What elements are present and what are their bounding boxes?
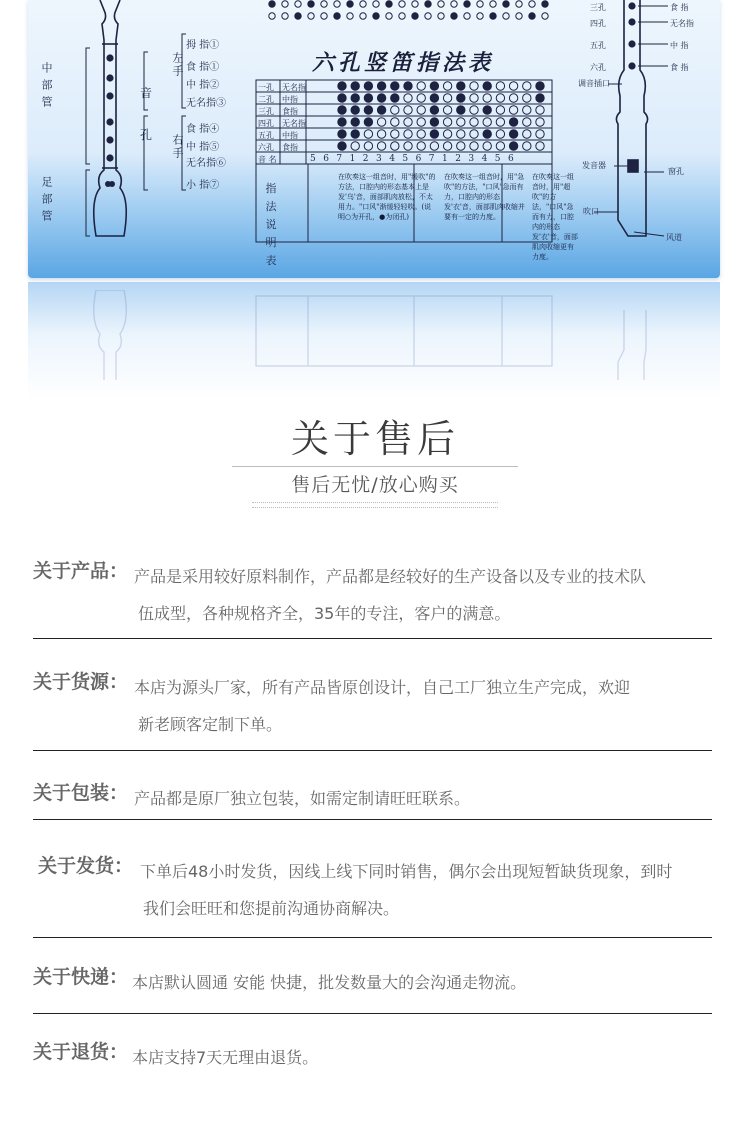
item-product-line2: 伍成型，各种规格齐全，35年的专注，客户的满意。 [138,604,511,623]
item-source-line2: 新老顾客定制下单。 [138,715,283,734]
row-label-6: 六孔 [258,143,274,152]
right-label-mouthpiece: 吹口 [583,207,599,216]
item-returns-key: 关于退货： [33,1041,129,1063]
open-hole [536,106,544,114]
note-name: 1 [349,154,356,164]
open-hole [391,142,399,150]
item-product-key: 关于产品： [33,560,129,582]
strip-dot [269,13,275,19]
closed-hole [536,94,544,102]
strip-dot [321,13,327,19]
open-hole [404,106,412,114]
strip-dot [347,13,353,19]
open-hole [523,106,531,114]
closed-hole [377,106,385,114]
strip-dot [542,13,548,19]
label-left-hand: 左手 [171,52,184,78]
item-product-line1: 产品是采用较好原料制作，产品都是经较好的生产设备以及专业的技术队 [134,567,647,586]
open-hole [377,130,385,138]
open-hole [536,142,544,150]
open-hole [404,142,412,150]
strip-dot [386,13,392,19]
right-label-windway: 风道 [666,233,682,242]
closed-hole [391,94,399,102]
open-hole [496,130,504,138]
row-finger-6: 食指 [282,143,298,152]
note-name: 6 [415,154,422,164]
label-right-hand: 右手 [171,134,184,160]
label-yin: 音 [140,86,153,100]
open-hole [377,142,385,150]
strip-dot [373,1,379,7]
strip-dot [451,1,457,7]
note-name: 2 [455,154,461,164]
strip-dot [308,13,314,19]
closed-hole [338,106,346,114]
divider [33,750,712,751]
note-name: 1 [442,154,448,164]
item-courier-line1: 本店默认圆通 安能 快捷，批发数量大的会沟通走物流。 [132,973,527,992]
closed-hole [483,82,491,90]
finger-right-2: 中 指⑤ [186,142,220,153]
divider [33,1013,712,1014]
open-hole [536,118,544,126]
strip-dot [425,13,431,19]
open-hole [443,82,451,90]
strip-dot [516,13,522,19]
closed-hole [364,106,372,114]
divider [33,638,712,639]
strip-dot [373,13,379,19]
open-hole [496,94,504,102]
row-label-1: 一孔 [258,83,274,92]
open-hole [470,82,478,90]
open-hole [483,118,491,126]
open-hole [364,130,372,138]
closed-hole [509,118,517,126]
strip-dot [477,13,483,19]
item-source-key: 关于货源： [33,671,129,693]
note-name: 3 [376,154,382,164]
left-recorder-drawing [94,0,127,236]
right-label-3: 三孔 [590,3,606,12]
right-label-tuning: 调音插口 [578,79,610,88]
strip-dot [503,13,509,19]
closed-hole [364,94,372,102]
open-hole [470,118,478,126]
strip-dot [295,13,301,19]
open-hole [496,82,504,90]
section-title: 关于售后 [290,417,459,461]
right-label-4: 四孔 [590,19,606,28]
open-hole [391,130,399,138]
open-hole [496,106,504,114]
strip-dot [425,1,431,7]
open-hole [417,106,425,114]
strip-dot [282,1,288,7]
title-rule [232,466,518,467]
open-hole [404,130,412,138]
closed-hole [351,94,359,102]
note-name: 2 [362,154,369,164]
finger-left-4: 无名指③ [186,98,226,109]
divider [33,819,712,820]
finger-right-1: 食 指④ [186,124,220,135]
item-packaging-key: 关于包装： [33,782,129,804]
strip-dot [477,1,483,7]
finger-left-3: 中 指② [186,80,220,91]
closed-hole [391,82,399,90]
fingering-chart-banner [0,0,750,400]
closed-hole [338,130,346,138]
strip-dot [412,1,418,7]
strip-dot [308,1,314,7]
strip-dot [347,1,353,7]
item-shipping-key: 关于发货： [38,855,134,877]
note-name: 3 [468,154,475,164]
row-label-7: 音 名 [258,155,277,164]
open-hole [536,130,544,138]
label-middle-tube: 中部管 [40,62,53,113]
finger-left-2: 食 指① [186,62,220,73]
strip-dot [386,1,392,7]
strip-dot [464,13,470,19]
chart-title: 六孔竖笛指法表 [312,50,495,76]
open-hole [417,94,425,102]
item-shipping-line1: 下单后48小时发货，因线上线下同时销售，偶尔会出现短暂缺货现象，到时 [140,862,673,881]
finger-right-3: 无名指⑥ [186,158,226,169]
open-hole [470,142,478,150]
note-name: 4 [389,154,395,164]
fingering-chart-graphic [28,0,720,278]
closed-hole [351,82,359,90]
open-hole [457,142,465,150]
strip-dot [360,1,366,7]
strip-dot [282,13,288,19]
open-hole [496,118,504,126]
open-hole [483,94,491,102]
open-hole [523,142,531,150]
strip-dot [295,1,301,7]
right-label-5: 五孔 [590,41,606,50]
open-hole [404,118,412,126]
reflection-graphic [28,290,720,380]
closed-hole [338,94,346,102]
right-finger-1: 食 指 [670,3,689,12]
strip-dot [399,1,405,7]
strip-dot [464,1,470,7]
closed-hole [509,142,517,150]
closed-hole [483,106,491,114]
open-hole [496,142,504,150]
closed-hole [457,94,465,102]
closed-hole [457,82,465,90]
closed-hole [338,82,346,90]
section-subtitle: 售后无忧/放心购买 [291,474,459,496]
closed-hole [430,130,438,138]
left-recorder-holes [105,54,115,187]
open-hole [443,130,451,138]
strip-dot [516,1,522,7]
strip-dot [334,13,340,19]
open-hole [391,106,399,114]
closed-hole [430,94,438,102]
open-hole [417,130,425,138]
right-label-window: 窗孔 [668,167,684,176]
open-hole [509,82,517,90]
open-hole [483,142,491,150]
note-name: 6 [323,154,329,164]
right-finger-2: 无名指 [670,19,694,28]
note-3: 在吹奏这一组音时，用"超吹"的方法，"口风"急而有力，口腔内的形态发'衣'音，面部肌肉收缩更有力度。 [532,173,578,261]
item-packaging-line1: 产品都是原厂独立包装，如需定制请旺旺联系。 [134,789,471,808]
note-name: 6 [508,154,514,164]
open-hole [377,118,385,126]
closed-hole [483,130,491,138]
strip-dot [503,1,509,7]
strip-dot [529,13,535,19]
open-hole [523,118,531,126]
strip-dot [438,1,444,7]
open-hole [509,106,517,114]
open-hole [443,142,451,150]
row-finger-5: 中指 [282,131,298,140]
open-hole [404,94,412,102]
row-label-3: 三孔 [258,107,274,116]
strip-dot [399,13,405,19]
strip-dot [269,1,275,7]
row-finger-2: 中指 [282,95,298,104]
strip-dot [490,1,496,7]
row-label-4: 四孔 [258,119,274,128]
open-hole [523,82,531,90]
right-finger-4: 食 指 [670,63,689,72]
closed-hole [536,82,544,90]
finger-right-4: 小 指⑦ [186,180,220,191]
note-name: 7 [336,154,343,164]
open-hole [470,106,478,114]
strip-dot [542,1,548,7]
item-shipping-line2: 我们会旺旺和您提前沟通协商解决。 [143,899,400,918]
closed-hole [351,130,359,138]
open-hole [430,142,438,150]
right-recorder-holes [628,2,635,69]
closed-hole [430,106,438,114]
row-label-5: 五孔 [258,131,274,140]
label-kong: 孔 [140,128,153,142]
closed-hole [509,130,517,138]
open-hole [443,106,451,114]
label-foot-tube: 足部管 [40,176,53,227]
note-name: 5 [494,154,501,164]
open-hole [417,82,425,90]
open-hole [443,118,451,126]
right-label-sounder: 发音器 [582,161,606,170]
open-hole [470,94,478,102]
right-recorder-drawing [616,0,647,236]
row-label-2: 二孔 [258,95,274,104]
open-hole [364,142,372,150]
strip-dot [451,13,457,19]
note-name: 4 [481,154,488,164]
item-returns-line1: 本店支持7天无理由退货。 [132,1048,319,1067]
row-finger-3: 食指 [282,107,298,116]
open-hole [523,130,531,138]
open-hole [457,130,465,138]
closed-hole [457,106,465,114]
decorative-dotted-line [252,502,498,508]
strip-dot [438,13,444,19]
open-hole [417,118,425,126]
top-strip-dots [269,1,548,19]
open-hole [457,118,465,126]
strip-dot [412,13,418,19]
strip-dot [490,13,496,19]
closed-hole [404,82,412,90]
note-name: 7 [428,154,435,164]
right-finger-3: 中 指 [670,41,689,50]
closed-hole [364,82,372,90]
closed-hole [351,118,359,126]
row-finger-1: 无名指 [282,83,306,92]
closed-hole [377,82,385,90]
closed-hole [364,118,372,126]
divider [33,937,712,938]
row-finger-4: 无名指 [282,119,306,128]
right-label-6: 六孔 [590,63,606,72]
finger-left-1: 拇 指① [186,40,220,51]
closed-hole [338,118,346,126]
open-hole [391,118,399,126]
open-hole [351,142,359,150]
open-hole [443,94,451,102]
closed-hole [338,142,346,150]
note-1: 在吹奏这一组音时，用"缓吹"的方法，口腔内的形态基本上是发'乌'音，面部肌肉放松，不太用力。"口风"渐缓轻轻吹。(说明○为开孔，●为闭孔) [338,173,436,221]
open-hole [417,142,425,150]
note-name: 5 [402,154,409,164]
note-2: 在吹奏这一组音时，用"急吹"的方法，"口风"急而有力，口腔内的形态发'衣'音，面部肌肉收缩并要有一定的力度。 [444,173,525,221]
item-source-line1: 本店为源头厂家，所有产品皆原创设计，自己工厂独立生产完成，欢迎 [134,678,631,697]
closed-hole [377,94,385,102]
closed-hole [351,106,359,114]
open-hole [470,130,478,138]
closed-hole [430,118,438,126]
note-name: 5 [310,154,316,164]
legend-title: 指法说明表 [265,182,277,267]
closed-hole [430,82,438,90]
strip-dot [321,1,327,7]
strip-dot [360,13,366,19]
strip-dot [529,1,535,7]
open-hole [509,94,517,102]
item-courier-key: 关于快递： [33,966,129,988]
open-hole [523,94,531,102]
strip-dot [334,1,340,7]
